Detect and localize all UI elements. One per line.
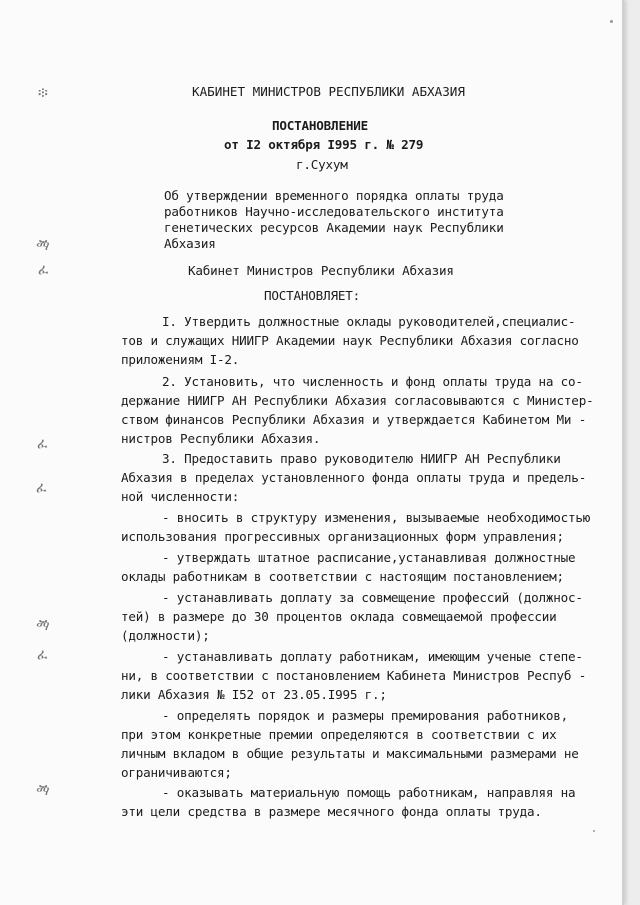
body-line: использования прогрессивных организационных форм управления; bbox=[121, 529, 564, 544]
body-line: (должности); bbox=[121, 628, 210, 643]
punch-mark: ፙ bbox=[36, 783, 50, 799]
document-subject-line: работников Научно-исследовательского института bbox=[164, 204, 504, 219]
scan-speck bbox=[593, 830, 595, 832]
body-line: тей) в размере до 30 процентов оклада совмещаемой профессии bbox=[121, 609, 557, 624]
body-line: нистров Республики Абхазия. bbox=[121, 431, 321, 446]
document-subject-line: генетических ресурсов Академии наук Республики bbox=[164, 220, 504, 235]
scan-speck bbox=[610, 20, 613, 23]
document-resolves: ПОСТАНОВЛЯЕТ: bbox=[264, 288, 360, 303]
document-type: ПОСТАНОВЛЕНИЕ bbox=[272, 118, 368, 133]
punch-mark: ፙ bbox=[36, 618, 50, 634]
document-place: г.Сухум bbox=[296, 157, 348, 172]
document-subject-line: Абхазия bbox=[164, 236, 216, 251]
document-date-number: от I2 октября I995 г. № 279 bbox=[224, 137, 424, 152]
body-line: 3. Предоставить право руководителю НИИГР АН Республики bbox=[162, 451, 561, 466]
body-line: оклады работникам в соответствии с настоящим постановлением; bbox=[121, 569, 564, 584]
document-header: КАБИНЕТ МИНИСТРОВ РЕСПУБЛИКИ АБХАЗИЯ bbox=[192, 84, 465, 99]
body-line: ограничиваются; bbox=[121, 765, 232, 780]
body-line: Абхазия в пределах установленного фонда оплаты труда и предель- bbox=[121, 470, 587, 485]
punch-mark: ፙ bbox=[36, 238, 50, 254]
body-line: I. Утвердить должностные оклады руководителей,специалис- bbox=[162, 314, 576, 329]
body-line: - вносить в структуру изменения, вызываемые необходимостью bbox=[162, 510, 591, 525]
body-line: приложениям I-2. bbox=[121, 352, 240, 367]
body-line: 2. Установить, что численность и фонд оплаты труда на со- bbox=[162, 374, 583, 389]
punch-mark: ፨ bbox=[38, 85, 48, 101]
body-line: личным вкладом в общие результаты и максимальными размерами не bbox=[121, 746, 579, 761]
document-issuer: Кабинет Министров Республики Абхазия bbox=[188, 263, 454, 278]
body-line: - оказывать материальную помощь работникам, направляя на bbox=[162, 785, 576, 800]
body-line: - утверждать штатное расписание,устанавливая должностные bbox=[162, 550, 576, 565]
body-line: ни, в соответствии с постановлением Кабинета Министров Респуб - bbox=[121, 668, 587, 683]
punch-mark: ፈ bbox=[37, 647, 48, 663]
body-line: тов и служащих НИИГР Академии наук Республики Абхазия согласно bbox=[121, 333, 579, 348]
punch-mark: ፈ bbox=[37, 436, 48, 452]
body-line: держание НИИГР АН Республики Абхазия согласовываются с Министер- bbox=[121, 393, 594, 408]
body-line: эти цели средства в размере месячного фонда оплаты труда. bbox=[121, 804, 542, 819]
body-line: - устанавливать доплату за совмещение профессий (должнос- bbox=[162, 590, 583, 605]
body-line: при этом конкретные премии определяются в соответствии с их bbox=[121, 727, 557, 742]
body-line: ством финансов Республики Абхазия и утверждается Кабинетом Ми - bbox=[121, 412, 587, 427]
body-line: ной численности: bbox=[121, 489, 240, 504]
document-subject-line: Об утверждении временного порядка оплаты труда bbox=[164, 188, 504, 203]
body-line: лики Абхазия № I52 от 23.05.I995 г.; bbox=[121, 687, 387, 702]
punch-mark: ፈ bbox=[36, 480, 47, 496]
punch-mark: ፈ bbox=[38, 262, 49, 278]
body-line: - устанавливать доплату работникам, имеющим ученые степе- bbox=[162, 649, 583, 664]
body-line: - определять порядок и размеры премирования работников, bbox=[162, 708, 569, 723]
